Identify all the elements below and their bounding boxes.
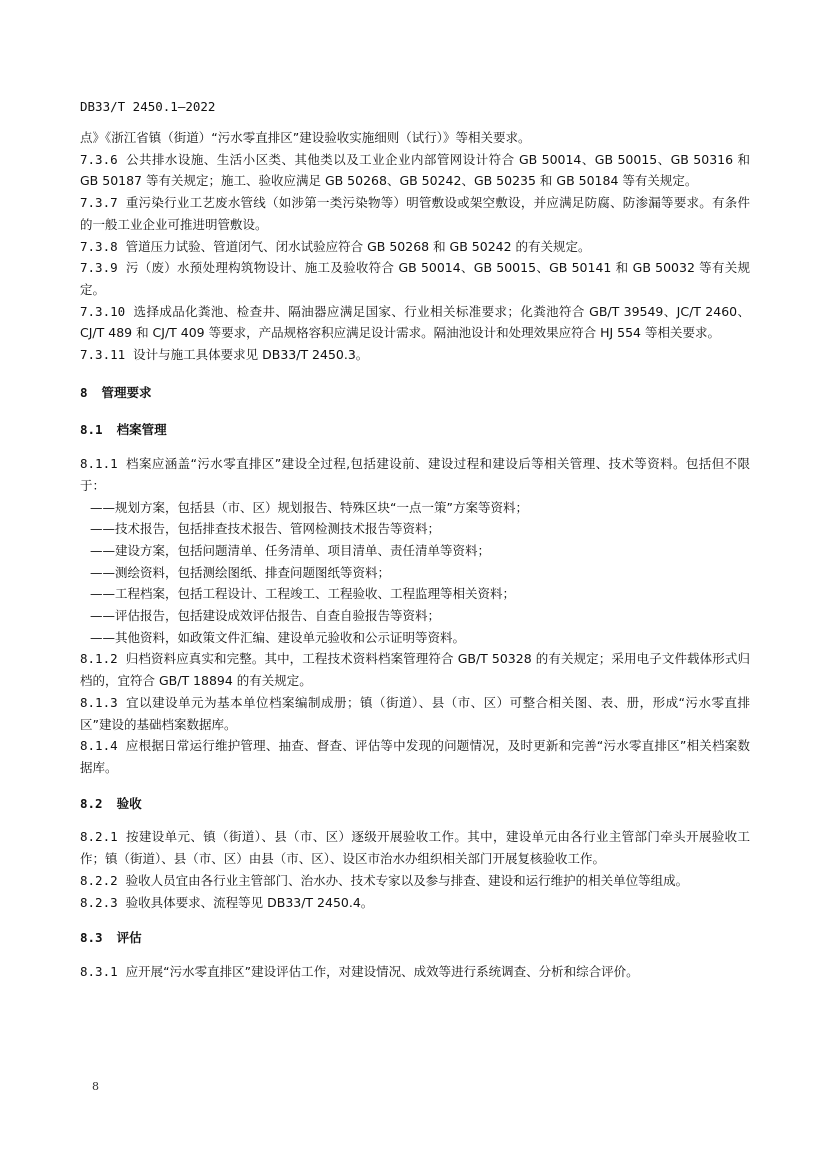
clause-7-3-10 xyxy=(80,301,750,344)
clause-text: 管道压力试验、管道闭气、闭水试验应符合 GB 50268 和 GB 50242 的有关规定。 xyxy=(125,238,591,254)
clause-8-1-3 xyxy=(80,692,750,735)
list-item: ——测绘资料，包括测绘图纸、排查问题图纸等资料； xyxy=(90,564,391,580)
clause-text: 验收人员宜由各行业主管部门、治水办、技术专家以及参与排查、建设和运行维护的相关单位等组成。 xyxy=(125,872,689,888)
clause-8-1-1 xyxy=(80,453,750,496)
clause-text: 应根据日常运行维护管理、抽查、督查、评估等中发现的问题情况，及时更新和完善“污水零直排区”相关档案数据库。 xyxy=(80,738,750,775)
clause-number: 8.2.1 xyxy=(80,829,118,845)
clause-7-3-7 xyxy=(80,192,750,235)
clause-text: 宜以建设单元为基本单位档案编制成册；镇（街道）、县（市、区）可整合相关图、表、册，形成“污水零直排区”建设的基础档案数据库。 xyxy=(80,694,750,732)
section-8-2-heading xyxy=(80,793,750,815)
section-number: 8.3 xyxy=(80,930,103,946)
section-number: 8 xyxy=(80,384,88,400)
clause-text: 设计与施工具体要求见 DB33/T 2450.3。 xyxy=(133,347,369,363)
continuation-paragraph: 点》《浙江省镇（街道）“污水零直排区”建设验收实施细则（试行）》等相关要求。 xyxy=(80,130,531,145)
clause-text: 选择成品化粪池、检查井、隔油器应满足国家、行业相关标准要求；化粪池符合 GB/T 39549、JC/T 2460、CJ/T 489 和 CJ/T 409 等要求，产品规格容积应满足设计需求。隔油池设计和处理效果应符合 HJ 554 等相关要求。 xyxy=(80,303,750,341)
clause-7-3-9 xyxy=(80,257,750,300)
list-item: ——其他资料，如政策文件汇编、建设单元验收和公示证明等资料。 xyxy=(90,629,466,645)
list-item: ——评估报告，包括建设成效评估报告、自查自验报告等资料； xyxy=(90,608,441,624)
clause-7-3-8 xyxy=(80,236,750,258)
clause-text: 污（废）水预处理构筑物设计、施工及验收符合 GB 50014、GB 50015、GB 50141 和 GB 50032 等有关规定。 xyxy=(80,260,750,297)
clause-number: 7.3.9 xyxy=(80,260,118,276)
clause-8-3-1 xyxy=(80,961,750,983)
clause-text: 档案应涵盖“污水零直排区”建设全过程,包括建设前、建设过程和建设后等相关管理、技术等资料。包括但不限于： xyxy=(80,456,750,493)
clause-number: 8.1.1 xyxy=(80,456,118,472)
clause-number: 8.1.4 xyxy=(80,738,118,754)
clause-8-2-3 xyxy=(80,892,750,914)
clause-number: 8.3.1 xyxy=(80,963,118,979)
clause-number: 7.3.11 xyxy=(80,347,126,363)
section-number: 8.2 xyxy=(80,795,103,811)
clause-text: 按建设单元、镇（街道）、县（市、区）逐级开展验收工作。其中，建设单元由各行业主管部门牵头开展验收工作；镇（街道）、县（市、区）由县（市、区）、设区市治水办组织相关部门开展复核验收工作。 xyxy=(80,829,750,867)
clause-text: 归档资料应真实和完整。其中，工程技术资料档案管理符合 GB/T 50328 的有关规定；采用电子文件载体形式归档的，宜符合 GB/T 18894 的有关规定。 xyxy=(80,651,750,689)
list-item: ——建设方案，包括问题清单、任务清单、项目清单、责任清单等资料； xyxy=(90,542,491,558)
clause-text: 应开展“污水零直排区”建设评估工作，对建设情况、成效等进行系统调查、分析和综合评价。 xyxy=(125,963,639,979)
clause-number: 7.3.6 xyxy=(80,151,118,167)
list-item: ——技术报告，包括排查技术报告、管网检测技术报告等资料； xyxy=(90,521,441,537)
clause-7-3-6 xyxy=(80,149,750,192)
clause-number: 7.3.8 xyxy=(80,238,118,254)
clause-8-1-2 xyxy=(80,648,750,691)
section-8-3-heading xyxy=(80,927,750,949)
clause-8-2-1 xyxy=(80,826,750,869)
clause-number: 8.2.2 xyxy=(80,872,118,888)
clause-number: 8.1.2 xyxy=(80,651,118,667)
clause-number: 7.3.7 xyxy=(80,195,118,211)
clause-7-3-11 xyxy=(80,344,750,366)
list-item: ——规划方案，包括县（市、区）规划报告、特殊区块“一点一策”方案等资料； xyxy=(90,499,528,515)
clause-number: 7.3.10 xyxy=(80,303,126,319)
standard-code-header: DB33/T 2450.1—2022 xyxy=(80,99,216,114)
section-title: 验收 xyxy=(116,795,142,811)
section-title: 管理要求 xyxy=(101,384,152,400)
clause-number: 8.1.3 xyxy=(80,694,118,710)
clause-text: 公共排水设施、生活小区类、其他类以及工业企业内部管网设计符合 GB 50014、GB 50015、GB 50316 和 GB 50187 等有关规定；施工、验收应满足 GB 50268、GB 50242、GB 50235 和 GB 50184 等有关规定。 xyxy=(80,151,750,189)
section-8-heading xyxy=(80,382,750,404)
section-8-1-heading xyxy=(80,419,750,441)
document-body xyxy=(80,127,750,983)
list-item: ——工程档案，包括工程设计、工程竣工、工程验收、工程监理等相关资料； xyxy=(90,586,516,602)
page-number: 8 xyxy=(92,1080,99,1093)
section-number: 8.1 xyxy=(80,422,103,438)
clause-8-1-4 xyxy=(80,735,750,778)
section-title: 评估 xyxy=(116,930,142,946)
section-title: 档案管理 xyxy=(116,422,167,438)
clause-text: 重污染行业工艺废水管线（如涉第一类污染物等）明管敷设或架空敷设，并应满足防腐、防渗漏等要求。有条件的一般工业企业可推进明管敷设。 xyxy=(80,195,750,232)
clause-8-2-2 xyxy=(80,870,750,892)
clause-number: 8.2.3 xyxy=(80,894,118,910)
clause-text: 验收具体要求、流程等见 DB33/T 2450.4。 xyxy=(125,894,374,910)
